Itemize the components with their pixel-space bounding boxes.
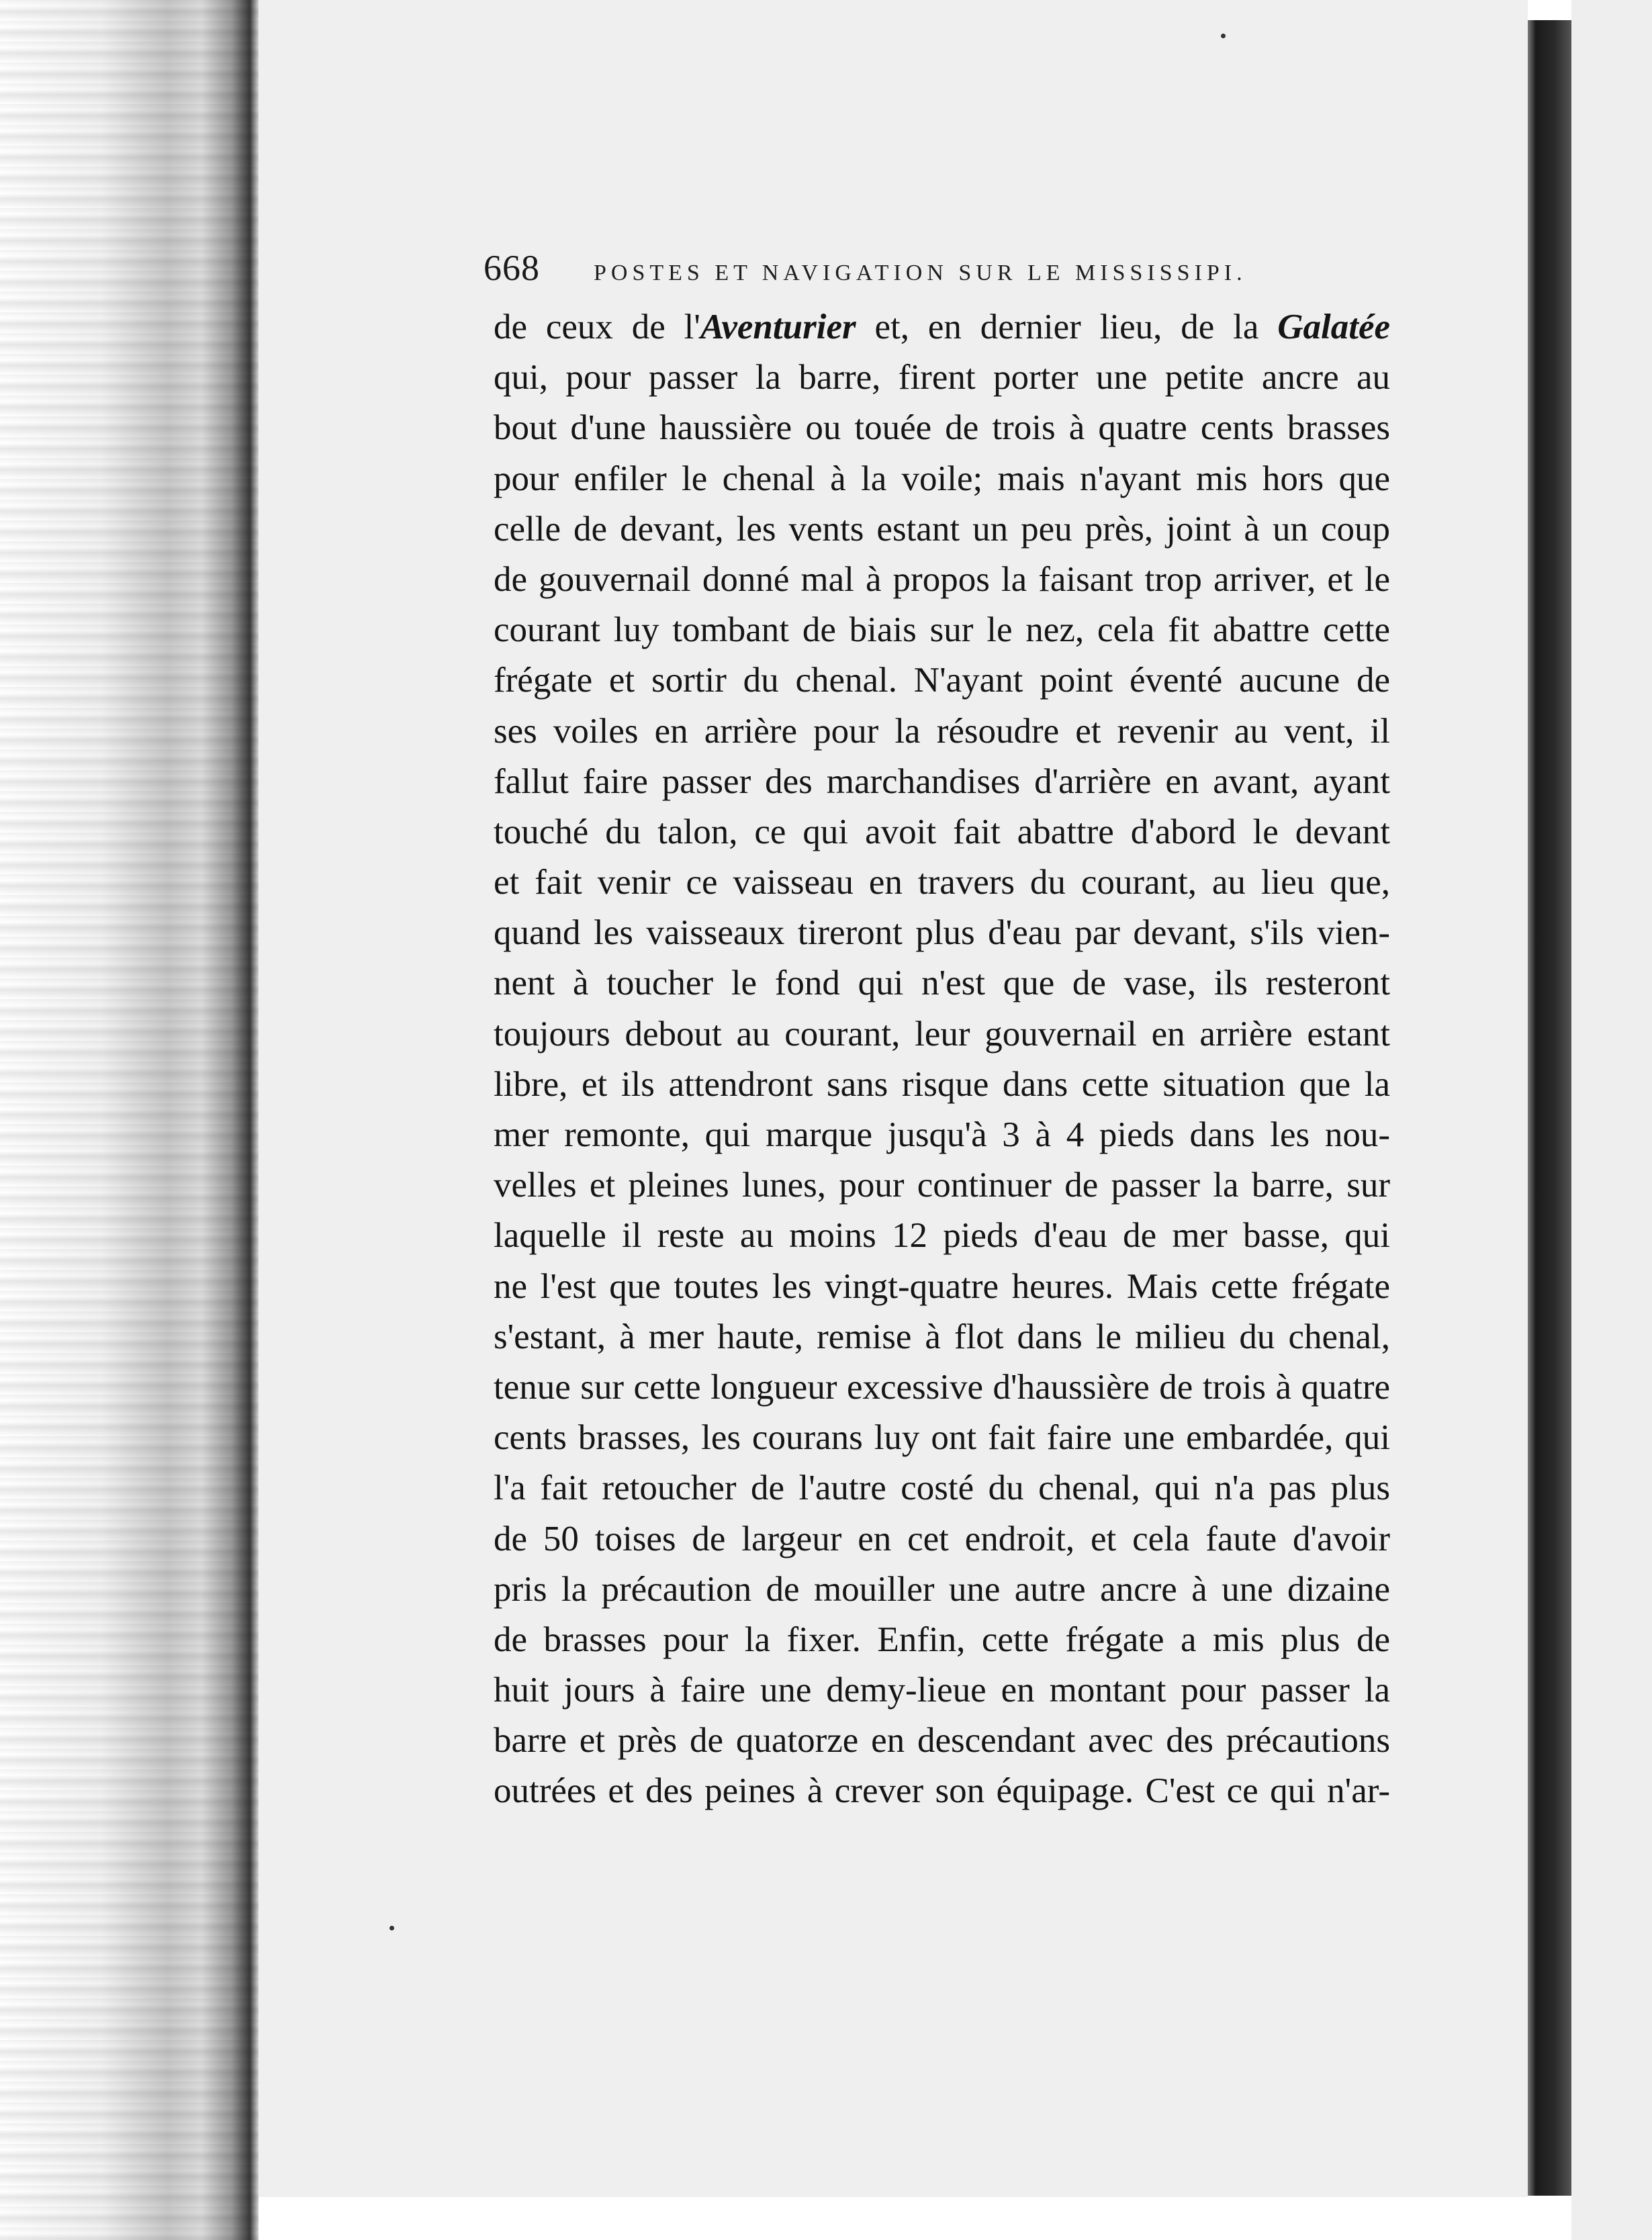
running-head bbox=[484, 247, 1397, 287]
ship-name-galatee: Galatée bbox=[1277, 308, 1390, 346]
text-line: qui, pour passer la barre, firent porter une petite ancre au bbox=[494, 358, 1390, 398]
text-line: s'estant, à mer haute, remise à flot dans le milieu du chenal, bbox=[494, 1317, 1390, 1356]
text-line: fallut faire passer des marchandises d'arrière en avant, ayant bbox=[494, 761, 1390, 801]
page-bottom-margin bbox=[259, 2197, 1528, 2240]
text-segment: et, en dernier lieu, de la bbox=[856, 308, 1278, 346]
text-line: ne l'est que toutes les vingt-quatre heures. Mais cette frégate bbox=[494, 1266, 1390, 1306]
text-line: outrées et des peines à crever son équipage. C'est ce qui n'ar- bbox=[494, 1771, 1390, 1811]
text-line: nent à toucher le fond qui n'est que de vase, ils resteront bbox=[494, 964, 1390, 1003]
running-title: POSTES ET NAVIGATION SUR LE MISSISSIPI. bbox=[594, 261, 1247, 285]
text-line: de 50 toises de largeur en cet endroit, et cela faute d'avoir bbox=[494, 1519, 1390, 1558]
text-line: courant luy tombant de biais sur le nez, cela fit abattre cette bbox=[494, 610, 1390, 650]
text-line: barre et près de quatorze en descendant avec des précautions bbox=[494, 1721, 1390, 1761]
ship-name-aventurier: Aventurier bbox=[700, 308, 856, 346]
text-line: de brasses pour la fixer. Enfin, cette frégate a mis plus de bbox=[494, 1620, 1390, 1659]
book-gutter bbox=[1528, 20, 1571, 2196]
text-line: et fait venir ce vaisseau en travers du courant, au lieu que, bbox=[494, 863, 1390, 902]
text-segment: de ceux de l' bbox=[494, 308, 700, 346]
text-line: de gouvernail donné mal à propos la faisant trop arriver, et le bbox=[494, 559, 1390, 599]
text-line: touché du talon, ce qui avoit fait abattre d'abord le devant bbox=[494, 812, 1390, 851]
text-line: velles et pleines lunes, pour continuer de passer la barre, sur bbox=[494, 1166, 1390, 1205]
text-line: pris la précaution de mouiller une autre ancre à une dizaine bbox=[494, 1569, 1390, 1609]
text-line: quand les vaisseaux tireront plus d'eau par devant, s'ils vien- bbox=[494, 913, 1390, 953]
text-line: bout d'une haussière ou touée de trois à quatre cents brasses bbox=[494, 408, 1390, 448]
text-line: huit jours à faire une demy-lieue en montant pour passer la bbox=[494, 1671, 1390, 1710]
book-page-edges bbox=[0, 0, 259, 2240]
text-line: cents brasses, les courans luy ont fait faire une embardée, qui bbox=[494, 1418, 1390, 1458]
text-line: celle de devant, les vents estant un peu près, joint à un coup bbox=[494, 509, 1390, 549]
text-line: frégate et sortir du chenal. N'ayant point éventé aucune de bbox=[494, 661, 1390, 700]
text-line: toujours debout au courant, leur gouvernail en arrière estant bbox=[494, 1014, 1390, 1054]
text-line-1 bbox=[494, 302, 1390, 353]
text-line: pour enfiler le chenal à la voile; mais n'ayant mis hors que bbox=[494, 459, 1390, 498]
text-line: l'a fait retoucher de l'autre costé du chenal, qui n'a pas plus bbox=[494, 1468, 1390, 1508]
text-line: ses voiles en arrière pour la résoudre et revenir au vent, il bbox=[494, 711, 1390, 751]
text-line: libre, et ils attendront sans risque dans cette situation que la bbox=[494, 1064, 1390, 1104]
text-line: laquelle il reste au moins 12 pieds d'eau de mer basse, qui bbox=[494, 1216, 1390, 1256]
page-number: 668 bbox=[484, 248, 540, 288]
ink-speck bbox=[389, 1926, 394, 1930]
facing-page-edge bbox=[1571, 0, 1652, 2240]
ink-speck bbox=[1221, 34, 1226, 38]
body-text bbox=[494, 302, 1390, 1817]
text-line: mer remonte, qui marque jusqu'à 3 à 4 pieds dans les nou- bbox=[494, 1115, 1390, 1154]
text-line: tenue sur cette longueur excessive d'haussière de trois à quatre bbox=[494, 1367, 1390, 1407]
